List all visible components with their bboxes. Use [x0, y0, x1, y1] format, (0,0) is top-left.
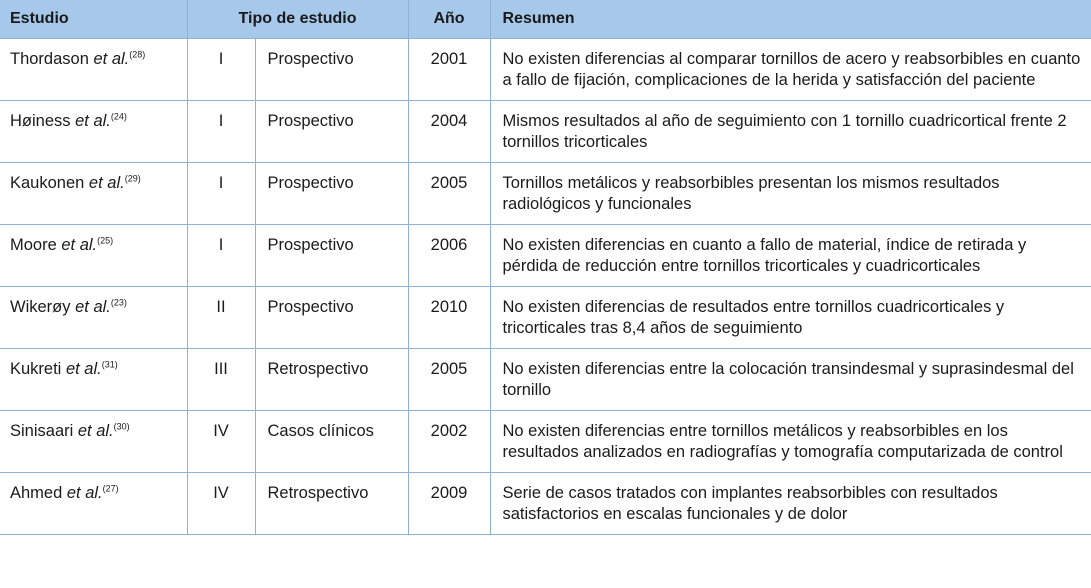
type-cell: Prospectivo: [255, 39, 408, 101]
table-row: [0, 39, 1091, 101]
reference-number: (24): [110, 111, 127, 122]
et-al-text: et al.: [66, 484, 103, 502]
et-al-text: et al.: [75, 112, 111, 130]
level-cell: III: [187, 349, 255, 411]
level-cell: I: [187, 225, 255, 287]
reference-number: (30): [113, 421, 130, 432]
header-estudio: Estudio: [0, 0, 187, 39]
et-al-text: et al.: [65, 360, 102, 378]
reference-number: (29): [124, 173, 141, 184]
summary-cell: Tornillos metálicos y reabsorbibles presentan los mismos resultados radiológicos y funcionales: [490, 163, 1091, 225]
study-cell: [0, 349, 187, 411]
reference-number: (25): [97, 235, 114, 246]
author-name: Thordason: [10, 50, 89, 68]
year-cell: 2010: [408, 287, 490, 349]
year-cell: 2004: [408, 101, 490, 163]
summary-cell: No existen diferencias entre tornillos metálicos y reabsorbibles en los resultados analizados en radiografías y tomografía computarizada de control: [490, 411, 1091, 473]
year-cell: 2005: [408, 349, 490, 411]
table-row: [0, 287, 1091, 349]
summary-cell: No existen diferencias entre la colocación transindesmal y suprasindesmal del tornillo: [490, 349, 1091, 411]
et-al-text: et al.: [88, 174, 125, 192]
study-cell: [0, 101, 187, 163]
author-name: Ahmed: [10, 484, 63, 502]
type-cell: Prospectivo: [255, 287, 408, 349]
level-cell: I: [187, 163, 255, 225]
header-anio: Año: [408, 0, 490, 39]
year-cell: 2005: [408, 163, 490, 225]
summary-cell: Serie de casos tratados con implantes reabsorbibles con resultados satisfactorios en escalas funcionales y de dolor: [490, 473, 1091, 535]
study-cell: [0, 39, 187, 101]
type-cell: Prospectivo: [255, 101, 408, 163]
author-name: Moore: [10, 236, 57, 254]
reference-number: (23): [110, 297, 127, 308]
study-cell: [0, 225, 187, 287]
year-cell: 2002: [408, 411, 490, 473]
type-cell: Prospectivo: [255, 225, 408, 287]
author-name: Høiness: [10, 112, 71, 130]
summary-cell: No existen diferencias de resultados entre tornillos cuadricorticales y tricorticales tras 8,4 años de seguimiento: [490, 287, 1091, 349]
year-cell: 2001: [408, 39, 490, 101]
table-row: [0, 473, 1091, 535]
level-cell: I: [187, 39, 255, 101]
table-row: [0, 411, 1091, 473]
study-cell: [0, 287, 187, 349]
type-cell: Casos clínicos: [255, 411, 408, 473]
level-cell: IV: [187, 411, 255, 473]
table-row: [0, 225, 1091, 287]
type-cell: Retrospectivo: [255, 349, 408, 411]
summary-cell: No existen diferencias en cuanto a fallo de material, índice de retirada y pérdida de reducción entre tornillos tricorticales y cuadricorticales: [490, 225, 1091, 287]
et-al-text: et al.: [61, 236, 98, 254]
summary-cell: Mismos resultados al año de seguimiento con 1 tornillo cuadricortical frente 2 tornillos tricorticales: [490, 101, 1091, 163]
et-al-text: et al.: [93, 50, 130, 68]
study-cell: [0, 473, 187, 535]
year-cell: 2009: [408, 473, 490, 535]
type-cell: Retrospectivo: [255, 473, 408, 535]
reference-number: (28): [129, 49, 146, 60]
et-al-text: et al.: [77, 422, 114, 440]
reference-number: (31): [101, 359, 118, 370]
table-header-row: [0, 0, 1091, 39]
author-name: Kukreti: [10, 360, 62, 378]
author-name: Wikerøy: [10, 298, 71, 316]
year-cell: 2006: [408, 225, 490, 287]
author-name: Kaukonen: [10, 174, 85, 192]
study-cell: [0, 411, 187, 473]
author-name: Sinisaari: [10, 422, 74, 440]
level-cell: IV: [187, 473, 255, 535]
table-row: [0, 101, 1091, 163]
summary-cell: No existen diferencias al comparar tornillos de acero y reabsorbibles en cuanto a fallo de fijación, complicaciones de la herida y satisfacción del paciente: [490, 39, 1091, 101]
table-row: [0, 349, 1091, 411]
level-cell: II: [187, 287, 255, 349]
level-cell: I: [187, 101, 255, 163]
header-resumen: Resumen: [490, 0, 1091, 39]
study-cell: [0, 163, 187, 225]
header-tipo: Tipo de estudio: [187, 0, 408, 39]
table-row: [0, 163, 1091, 225]
type-cell: Prospectivo: [255, 163, 408, 225]
et-al-text: et al.: [75, 298, 111, 316]
reference-number: (27): [102, 483, 119, 494]
